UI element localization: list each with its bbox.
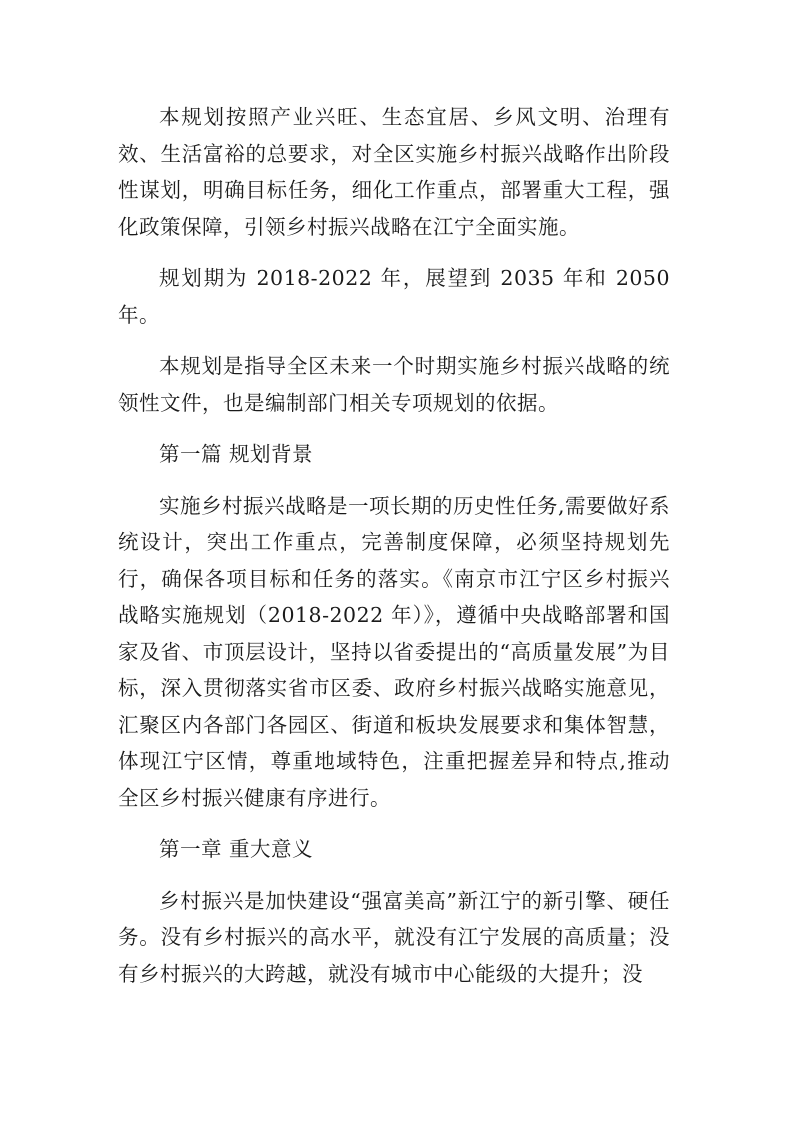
document-body xyxy=(118,99,670,1007)
part-heading-background: 第一篇 规划背景 xyxy=(159,442,314,466)
paragraph-significance: 乡村振兴是加快建设“强富美高”新江宁的新引擎、硬任务。没有乡村振兴的高水平，就没有江宁发展的高质量；没有乡村振兴的大跨越，就没有城市中心能级的大提升；没 xyxy=(118,888,670,986)
paragraph-background: 实施乡村振兴战略是一项长期的历史性任务,需要做好系统设计，突出工作重点，完善制度保障，必须坚持规划先行，确保各项目标和任务的落实。《南京市江宁区乡村振兴战略实施规划（2018-2022 年）》，遵循中央战略部署和国家及省、市顶层设计，坚持以省委提出的“高质量发展”为目标，深入贯彻落实省市区委、政府乡村振兴战略实施意见，汇聚区内各部门各园区、街道和板块发展要求和集体智慧，体现江宁区情，尊重地域特色，注重把握差异和特点,推动全区乡村振兴健康有序进行。 xyxy=(118,493,671,810)
paragraph-overview: 本规划按照产业兴旺、生态宜居、乡风文明、治理有效、生活富裕的总要求，对全区实施乡村振兴战略作出阶段性谋划，明确目标任务，细化工作重点，部署重大工程，强化政策保障，引领乡村振兴战略在江宁全面实施。 xyxy=(118,105,670,239)
paragraph-planning-period: 规划期为 2018-2022 年，展望到 2035 年和 2050 年。 xyxy=(118,266,670,327)
chapter-heading-significance: 第一章 重大意义 xyxy=(159,837,314,861)
paragraph-guiding-document: 本规划是指导全区未来一个时期实施乡村振兴战略的统领性文件，也是编制部门相关专项规划的依据。 xyxy=(118,354,670,415)
